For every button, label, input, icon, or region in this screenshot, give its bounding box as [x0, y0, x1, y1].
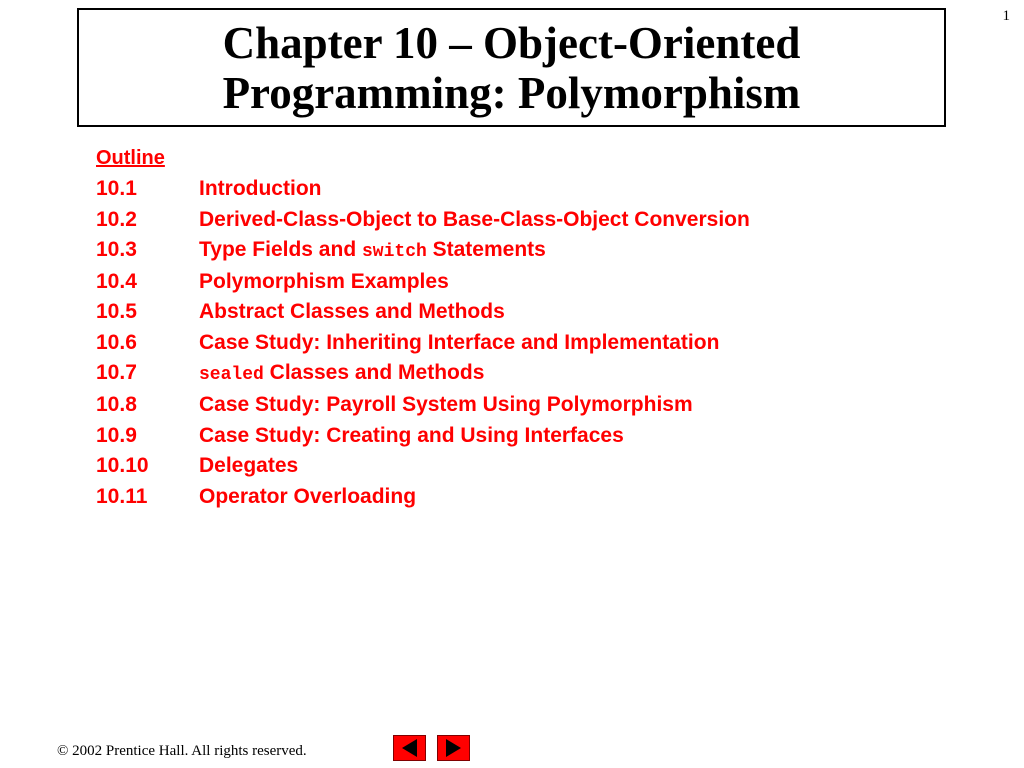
outline-item-title — [199, 330, 719, 356]
slide-title-line-2: Programming: Polymorphism — [222, 67, 801, 118]
outline-item-title — [199, 269, 449, 295]
outline-item-number: 10.3 — [96, 238, 137, 261]
outline-item-text: Operator Overloading — [199, 485, 417, 508]
outline-item-text: Statements — [426, 238, 546, 261]
outline-item-title — [199, 176, 321, 202]
outline-item-number: 10.2 — [96, 208, 137, 231]
outline-item-title — [199, 207, 750, 233]
outline-item-text: Case Study: Payroll System Using Polymorphism — [199, 393, 693, 416]
arrow-left-icon — [394, 736, 425, 760]
outline-item-number: 10.8 — [96, 393, 137, 416]
outline-item-code-keyword: sealed — [199, 365, 264, 385]
outline-item-number: 10.5 — [96, 300, 137, 323]
outline-item-title — [199, 299, 505, 325]
outline-item-text: Derived-Class-Object to Base-Class-Object Conversion — [199, 208, 750, 231]
outline-item-text: Type Fields and — [199, 238, 362, 261]
outline-item-title — [199, 453, 298, 479]
outline-item-number: 10.1 — [96, 177, 137, 200]
outline-item-text: Introduction — [199, 177, 322, 200]
arrow-right-icon — [438, 736, 469, 760]
outline-item-number: 10.7 — [96, 361, 137, 384]
outline-item-number: 10.4 — [96, 270, 137, 293]
next-slide-button[interactable] — [437, 735, 470, 761]
copyright-notice: © 2002 Prentice Hall. All rights reserved. — [57, 743, 307, 759]
outline-item-text: Case Study: Creating and Using Interfaces — [199, 424, 624, 447]
outline-item-code-keyword: switch — [361, 242, 427, 262]
outline-item-text: Case Study: Inheriting Interface and Implementation — [199, 331, 720, 354]
outline-item-title — [199, 360, 484, 388]
outline-item-number: 10.6 — [96, 331, 137, 354]
outline-item-text: Abstract Classes and Methods — [199, 300, 505, 323]
slide-title-box — [77, 8, 946, 127]
outline-item-title — [199, 392, 693, 418]
outline-item-text: Delegates — [199, 454, 299, 477]
outline-item-title — [199, 484, 416, 510]
outline-item-number: 10.10 — [96, 454, 149, 477]
slide-title-line-1: Chapter 10 – Object-Oriented — [222, 17, 801, 68]
outline-item-number: 10.9 — [96, 424, 137, 447]
outline-item-text: Polymorphism Examples — [199, 270, 449, 293]
outline-heading: Outline — [96, 147, 165, 169]
page-number: 1 — [1002, 8, 1010, 24]
outline-item-title — [199, 423, 624, 449]
outline-item-number: 10.11 — [96, 485, 148, 508]
previous-slide-button[interactable] — [393, 735, 426, 761]
outline-item-title — [199, 237, 546, 265]
outline-item-text: Classes and Methods — [263, 361, 485, 384]
